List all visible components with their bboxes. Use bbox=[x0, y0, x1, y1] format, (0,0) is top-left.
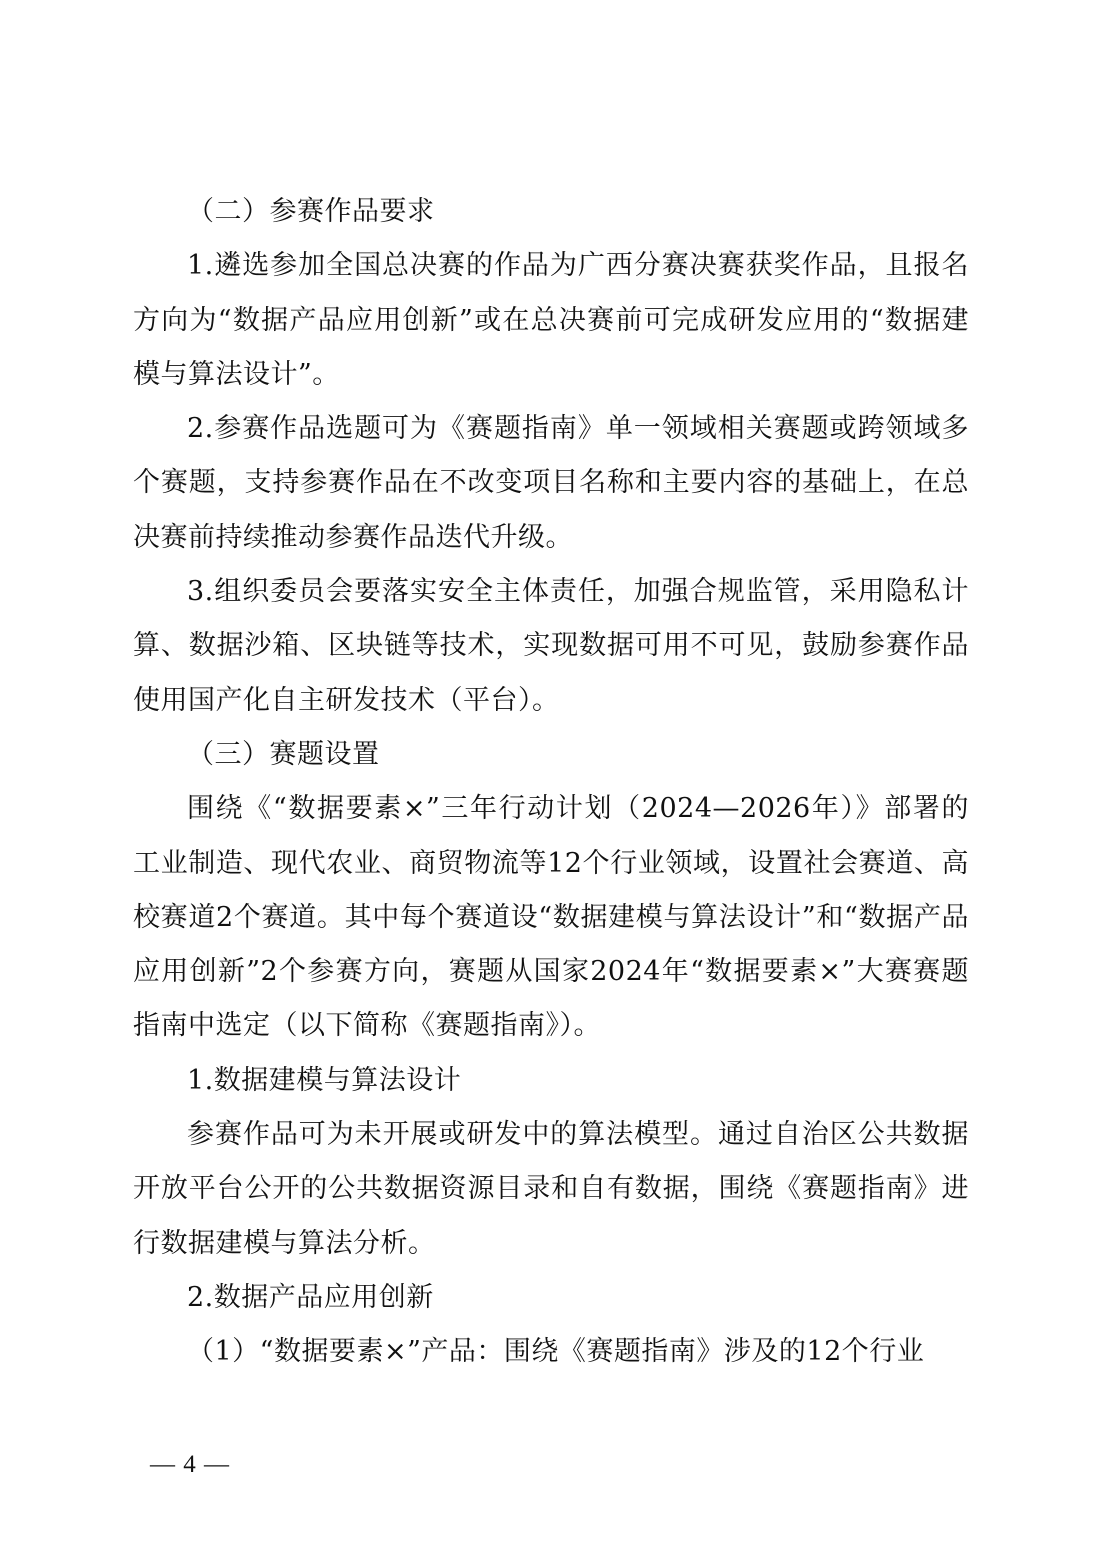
paragraph-topic-selection: 2.参赛作品选题可为《赛题指南》单一领域相关赛题或跨领域多个赛题，支持参赛作品在不改变项目名称和主要内容的基础上，在总决赛前持续推动参赛作品迭代升级。 bbox=[133, 413, 969, 553]
page-number: — 4 — bbox=[150, 1451, 230, 1478]
subheading-modeling-algorithm: 1.数据建模与算法设计 bbox=[187, 1064, 462, 1096]
paragraph-modeling-description: 参赛作品可为未开展或研发中的算法模型。通过自治区公共数据开放平台公开的公共数据资源目录和自有数据，围绕《赛题指南》进行数据建模与算法分析。 bbox=[133, 1119, 969, 1259]
paragraph-security-responsibility: 3.组织委员会要落实安全主体责任，加强合规监管，采用隐私计算、数据沙箱、区块链等技术，实现数据可用不可见，鼓励参赛作品使用国产化自主研发技术（平台）。 bbox=[133, 576, 969, 716]
section-heading-requirements: （二）参赛作品要求 bbox=[187, 196, 435, 227]
paragraph-data-element-product: （1）“数据要素×”产品：围绕《赛题指南》涉及的12个行业 bbox=[187, 1336, 925, 1368]
paragraph-selection-criteria: 1.遴选参加全国总决赛的作品为广西分赛决赛获奖作品，且报名方向为“数据产品应用创新”或在总决赛前可完成研发应用的“数据建模与算法设计”。 bbox=[133, 250, 969, 390]
document-body bbox=[133, 185, 969, 1380]
subheading-product-innovation: 2.数据产品应用创新 bbox=[187, 1281, 434, 1313]
section-heading-topic-setting: （三）赛题设置 bbox=[187, 738, 380, 770]
paragraph-action-plan: 围绕《“数据要素×”三年行动计划（2024—2026年）》部署的工业制造、现代农业、商贸物流等12个行业领域，设置社会赛道、高校赛道2个赛道。其中每个赛道设“数据建模与算法设计”和“数据产品应用创新”2个参赛方向，赛题从国家2024年“数据要素×”大赛赛题指南中选定（以下简称《赛题指南》）。 bbox=[133, 793, 969, 1042]
